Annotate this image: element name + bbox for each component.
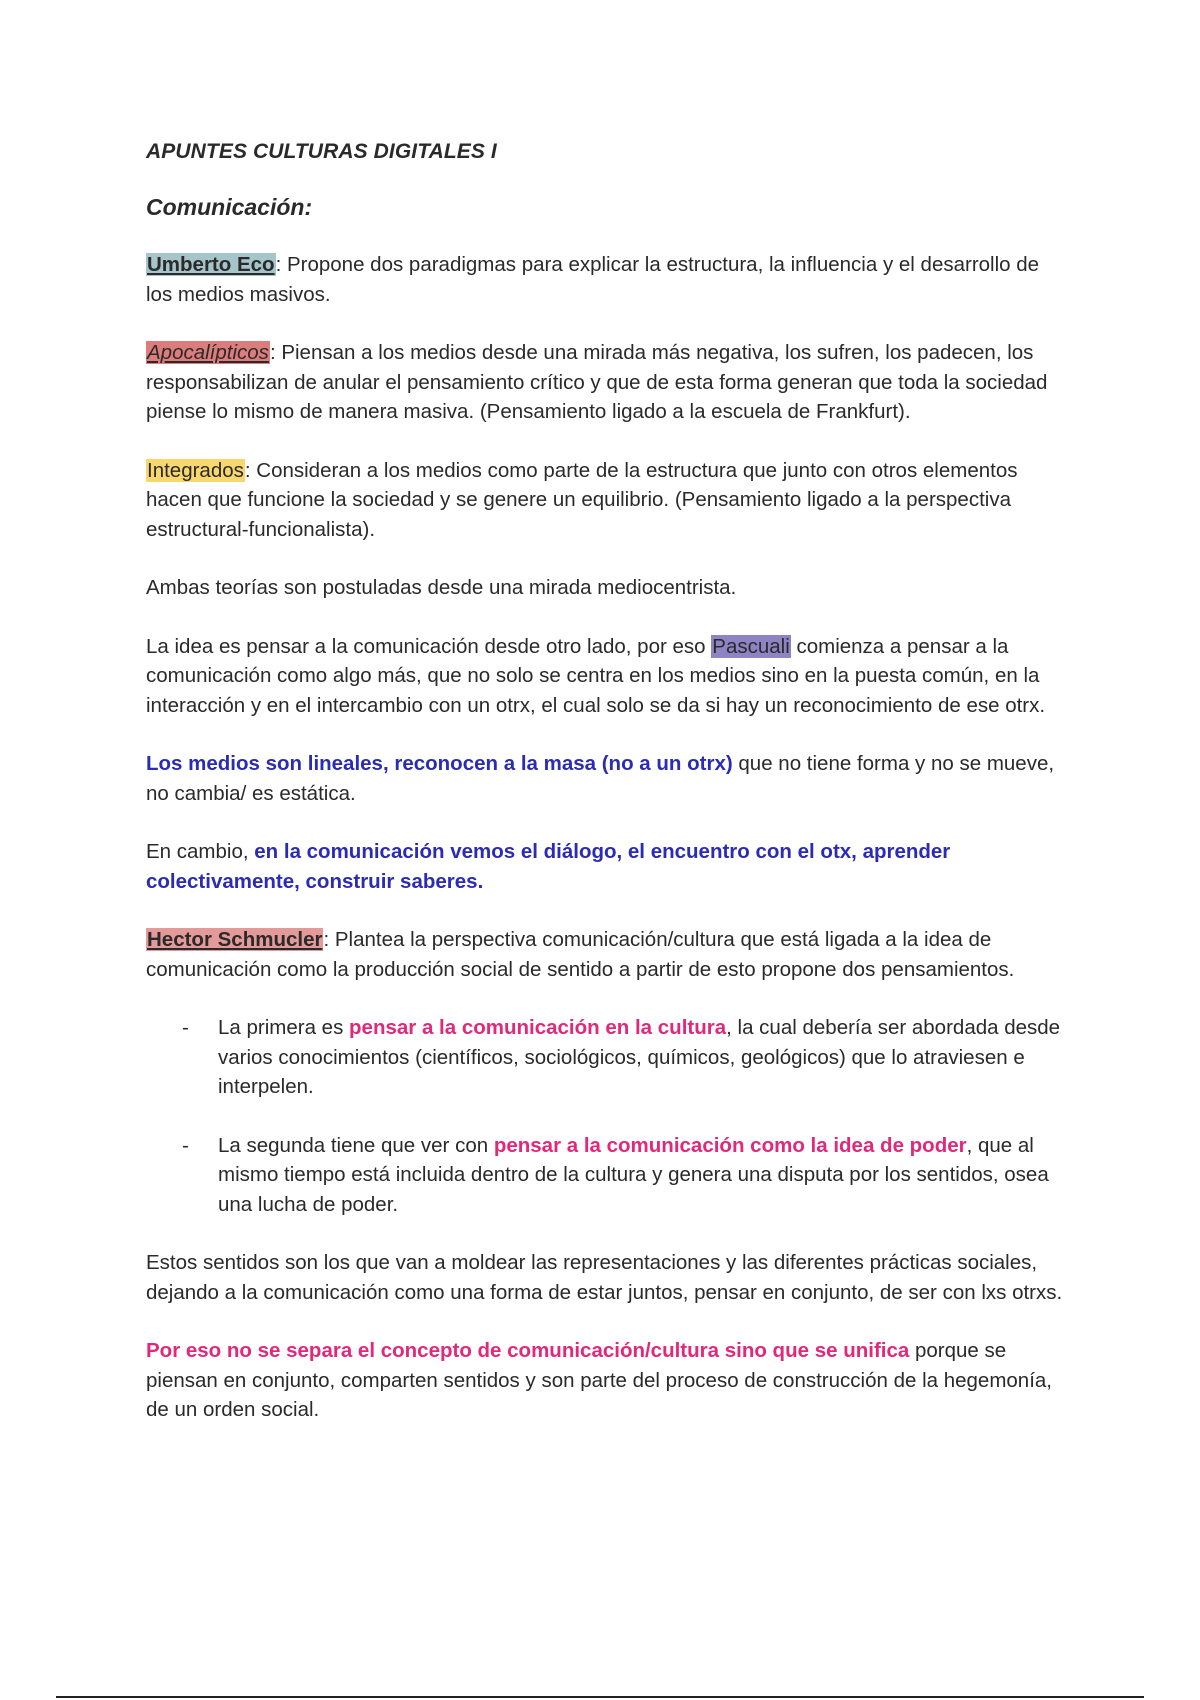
highlight-hector-schmucler: Hector Schmucler [147, 928, 323, 951]
emphasis-pink: pensar a la comunicación en la cultura [349, 1016, 727, 1039]
highlight-apocalipticos: Apocalípticos [147, 341, 269, 364]
emphasis-blue: en la comunicación vemos el diálogo, el encuentro con el otx, aprender colectivamente, construir saberes. [146, 840, 951, 893]
highlight-pascuali: Pascuali [712, 634, 790, 658]
emphasis-pink: Por eso no se separa el concepto de comunicación/cultura sino que se unifica [146, 1339, 910, 1362]
list-item [146, 1013, 1066, 1102]
paragraph-pascuali [146, 632, 1066, 721]
paragraph-text: comienza a pensar a la comunicación como algo más, que no solo se centra en los medios sino en la puesta común, en la interacción y en el intercambio con un otrx, el cual solo se da si hay un reconocimiento de ese otrx. [146, 634, 1046, 717]
paragraph-text: : Piensan a los medios desde una mirada más negativa, los sufren, los padecen, los responsabilizan de anular el pensamiento crítico y que de esta forma generan que toda la sociedad piense lo mismo de manera masiva. (Pensamiento ligado a la escuela de Frankfurt). [146, 341, 1048, 423]
paragraph-umberto-eco [146, 250, 1066, 309]
paragraph-en-cambio [146, 837, 1066, 896]
list-item [146, 1131, 1066, 1220]
bullet-text: La segunda tiene que ver con [218, 1133, 494, 1157]
bullet-dash: - [182, 1016, 189, 1039]
document-page [146, 140, 1066, 1454]
paragraph-medios-lineales [146, 749, 1066, 808]
paragraph-text: : Plantea la perspectiva comunicación/cultura que está ligada a la idea de comunicación como la producción social de sentido a partir de esto propone dos pensamientos. [146, 928, 1015, 981]
paragraph-text: En cambio, [146, 840, 255, 863]
paragraph-hector-schmucler [146, 925, 1066, 984]
bullet-dash: - [182, 1133, 189, 1157]
document-title: APUNTES CULTURAS DIGITALES I [146, 140, 497, 163]
highlight-integrados: Integrados [147, 458, 244, 482]
paragraph-text: La idea es pensar a la comunicación desde otro lado, por eso [146, 634, 712, 658]
page-bottom-divider [56, 1696, 1144, 1698]
paragraph-text: porque se piensan en conjunto, comparten sentidos y son parte del proceso de construcción de la hegemonía, de un orden social. [146, 1339, 1052, 1421]
highlight-umberto-eco: Umberto Eco [147, 253, 275, 276]
paragraph-sentidos: Estos sentidos son los que van a moldear las representaciones y las diferentes prácticas sociales, dejando a la comunicación como una forma de estar juntos, pensar en conjunto, de ser con lxs otrxs. [146, 1251, 1063, 1304]
paragraph-text: : Consideran a los medios como parte de la estructura que junto con otros elementos hacen que funcione la sociedad y se genere un equilibrio. (Pensamiento ligado a la perspectiva estructural-funcionalista). [146, 458, 1018, 541]
bullet-list [146, 1013, 1066, 1219]
section-title: Comunicación: [146, 194, 313, 220]
bullet-text: , que al mismo tiempo está incluida dentro de la cultura y genera una disputa por los sentidos, osea una lucha de poder. [218, 1133, 1049, 1216]
paragraph-conclusion [146, 1336, 1066, 1425]
paragraph-apocalipticos [146, 338, 1066, 427]
paragraph-text: : Propone dos paradigmas para explicar la estructura, la influencia y el desarrollo de los medios masivos. [146, 253, 1040, 306]
bullet-text: La primera es [218, 1016, 350, 1039]
emphasis-pink: pensar a la comunicación como la idea de poder [493, 1133, 967, 1157]
paragraph-mediocentrista: Ambas teorías son postuladas desde una mirada mediocentrista. [146, 576, 737, 599]
emphasis-blue: Los medios son lineales, reconocen a la masa (no a un otrx) [146, 752, 733, 775]
paragraph-text: que no tiene forma y no se mueve, no cambia/ es estática. [146, 752, 1055, 805]
paragraph-integrados [146, 456, 1066, 545]
bullet-text: , la cual debería ser abordada desde varios conocimientos (científicos, sociológicos, químicos, geológicos) que lo atraviesen e interpelen. [218, 1016, 1061, 1098]
